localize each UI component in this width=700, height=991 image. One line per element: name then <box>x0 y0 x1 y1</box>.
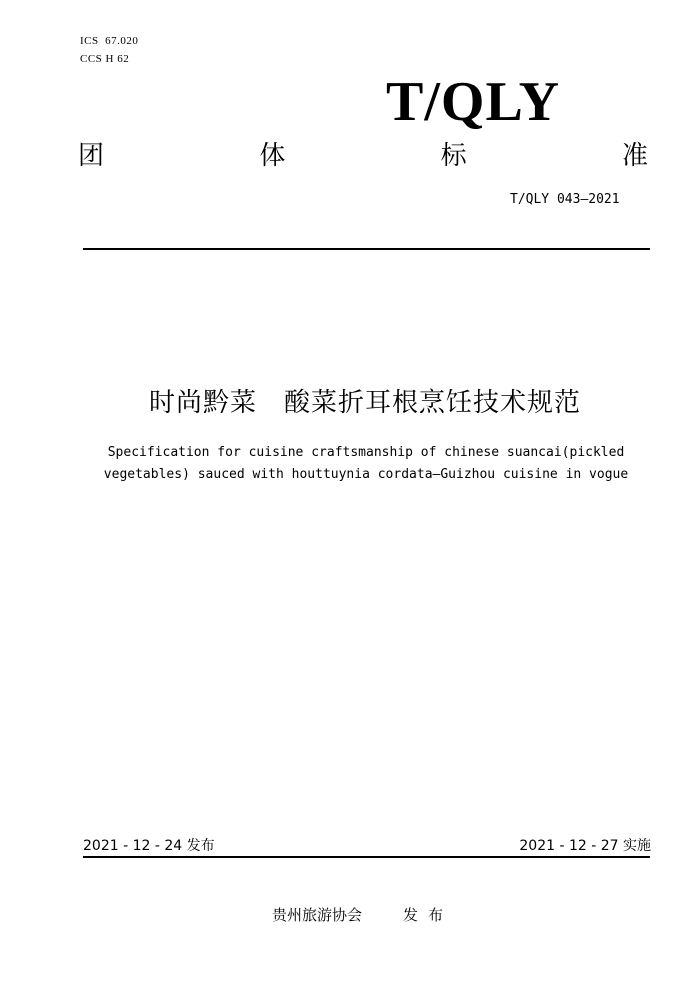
publish-date: 2021 - 12 - 24 发布 <box>83 838 215 854</box>
publish-label: 发布 <box>403 906 454 924</box>
standard-code-large: T/QLY <box>386 71 561 133</box>
bottom-divider <box>83 856 650 858</box>
title-chinese: 时尚黔菜 酸菜折耳根烹饪技术规范 <box>148 388 581 418</box>
title-english-line: vegetables) sauced with houttuynia cordata—Guizhou cuisine in vogue <box>103 467 629 482</box>
standard-number: T/QLY 043—2021 <box>510 192 620 207</box>
top-divider <box>83 248 650 250</box>
title-english <box>80 442 652 486</box>
standard-type-char: 准 <box>621 140 648 171</box>
ics-code: ICS 67.020 <box>80 35 139 47</box>
standard-type-char: 团 <box>78 140 105 171</box>
standard-type-char: 标 <box>440 140 467 171</box>
implement-date: 2021 - 12 - 27 实施 <box>519 838 651 854</box>
standard-type-label <box>78 136 648 170</box>
title-english-line: Specification for cuisine craftsmanship of chinese suancai(pickled <box>107 445 625 460</box>
standard-type-char: 体 <box>259 140 286 171</box>
publisher-name: 贵州旅游协会 <box>272 906 363 924</box>
ccs-code: CCS H 62 <box>80 53 130 65</box>
